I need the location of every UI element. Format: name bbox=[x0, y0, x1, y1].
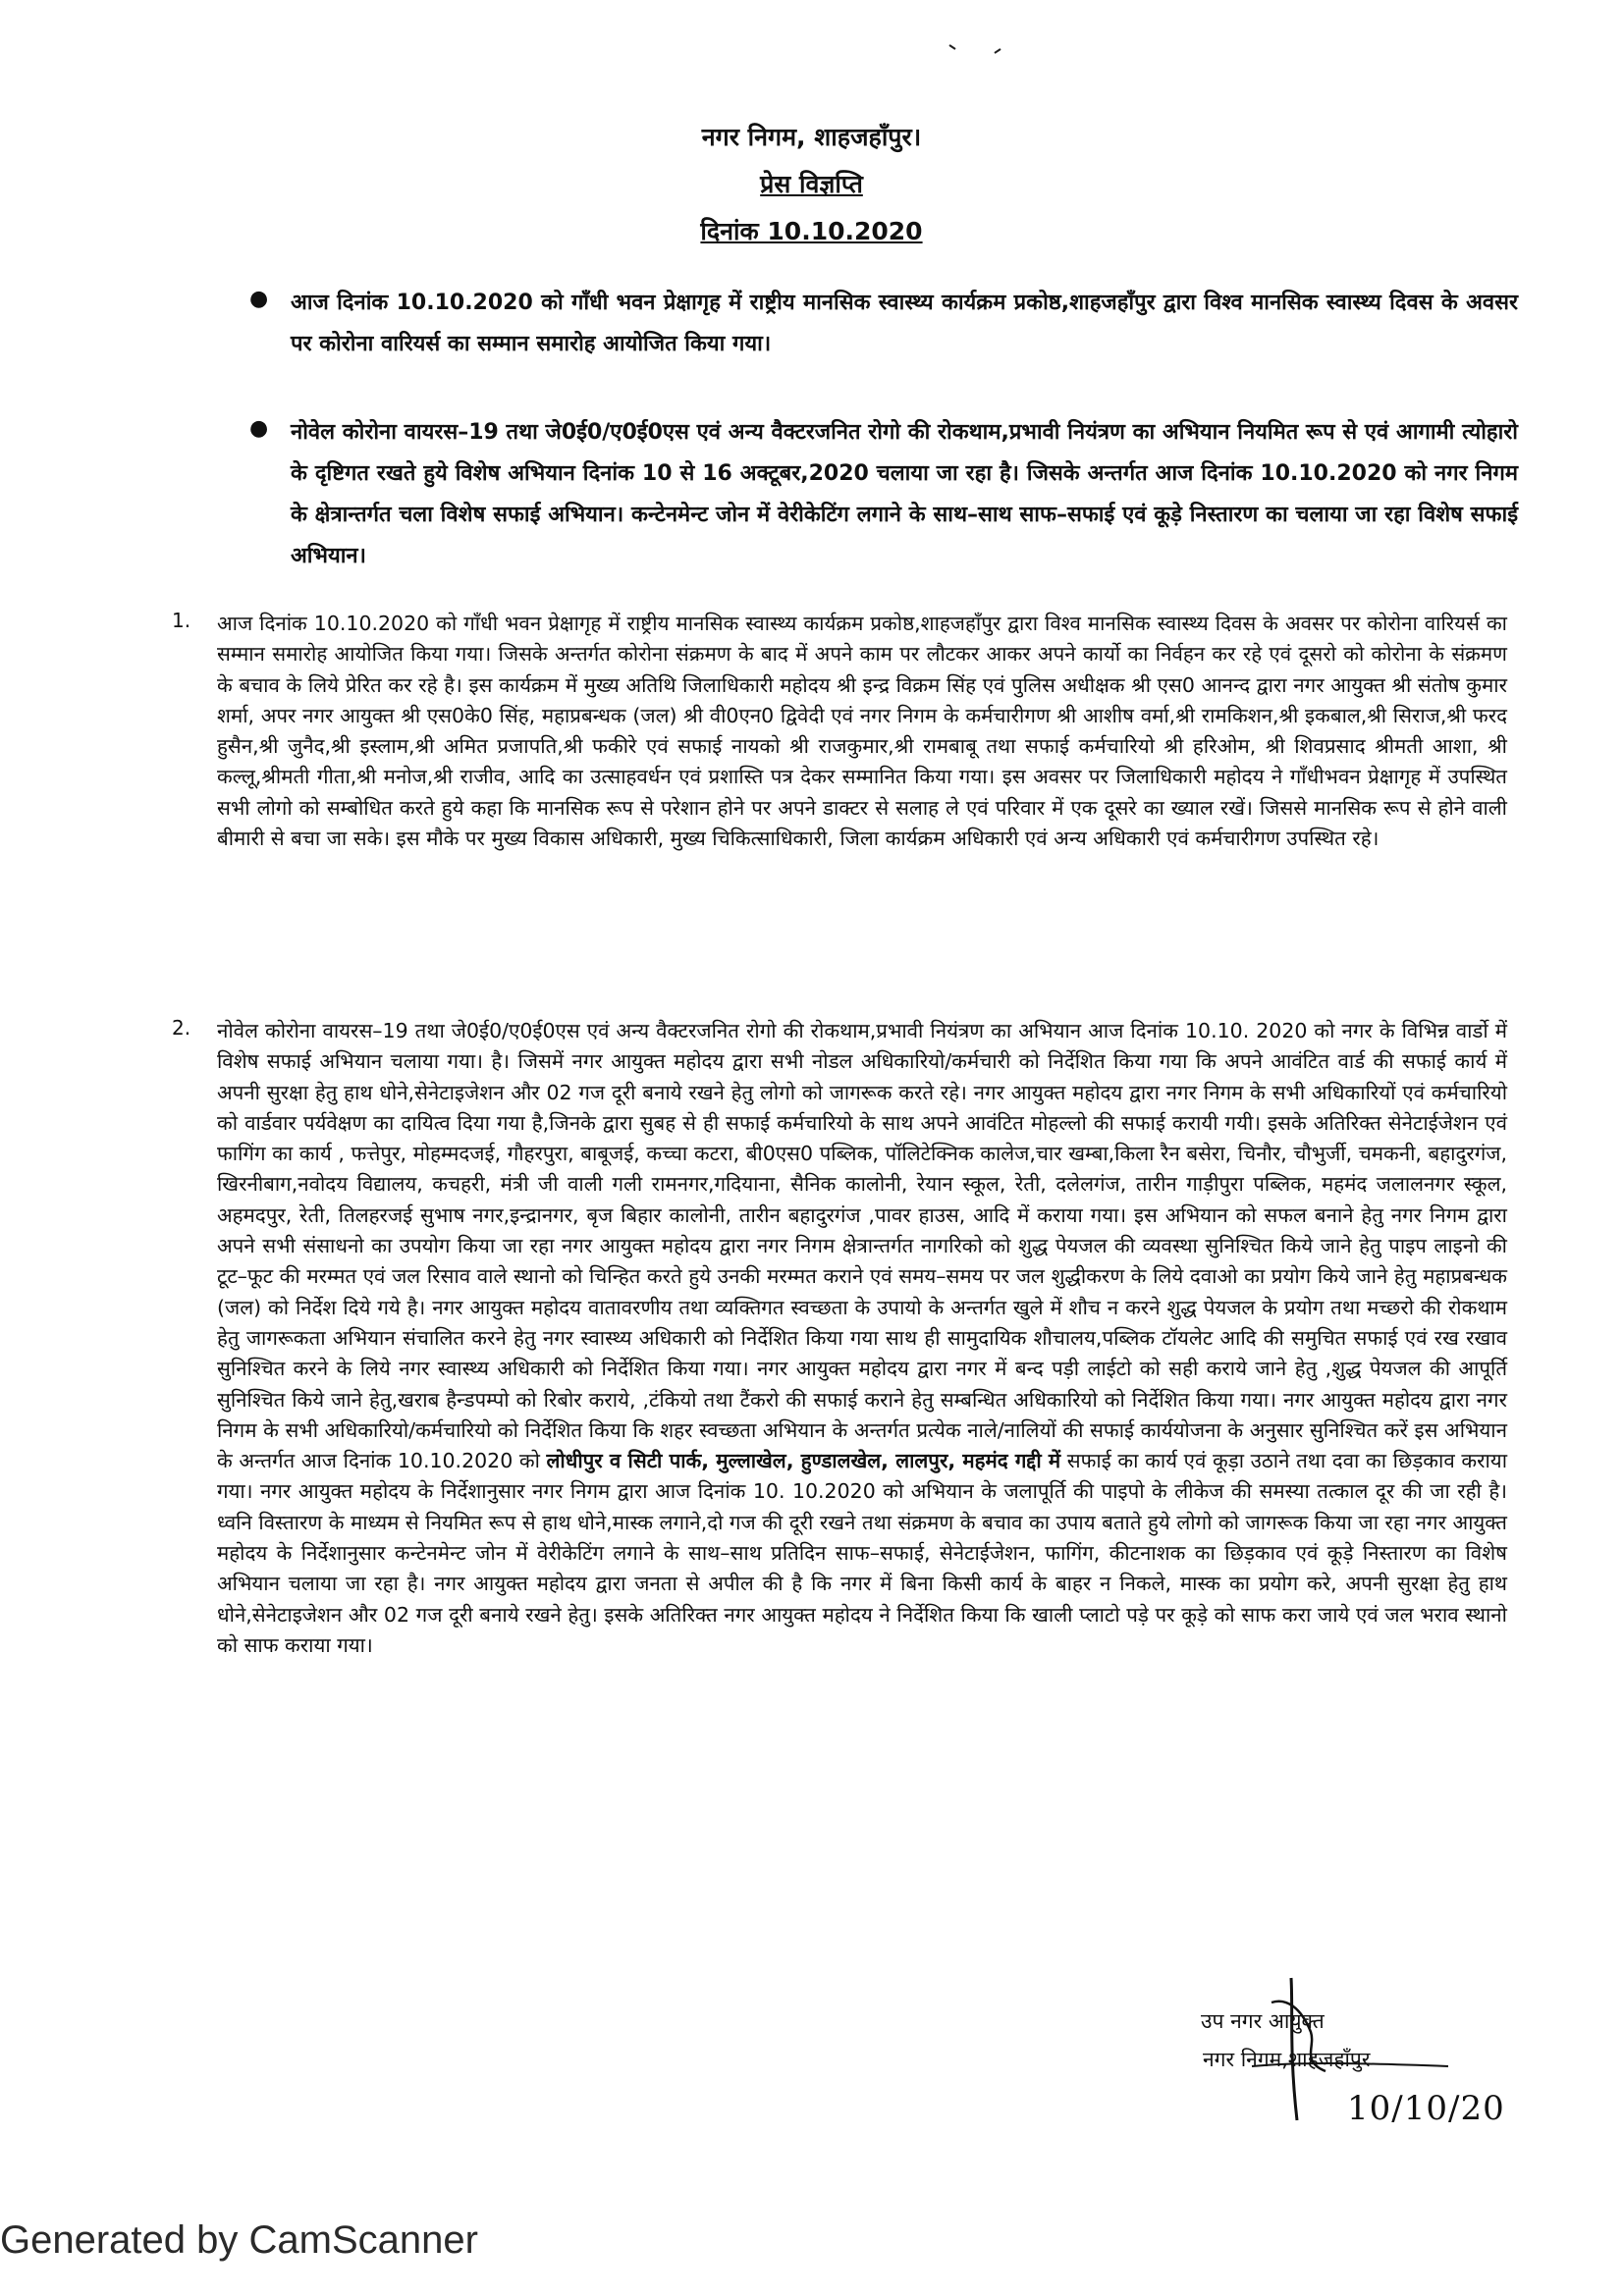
paragraph-text-part: सफाई का कार्य एवं कूड़ा उठाने तथा दवा का छिड़काव कराया गया। नगर आयुक्त महोदय के निर्देशानुसार नगर निगम द्वारा आज दिनांक 10. 10.2020 को अभियान के जलापूर्ति की पाइपो के लीकेज की समस्या तत्काल दूर की जा रही है। ध्वनि विस्तारण के माध्यम से नियमित रूप से हाथ धोने,मास्क लगाने,दो गज की दूरी रखने तथा संक्रमण के बचाव का उपाय बताते हुये लोगो को जागरूक किया जा रहा नगर आयुक्त महोदय के निर्देशानुसार कन्टेनमेन्ट जोन में वेरीकेटिंग लगाने के साथ–साथ प्रतिदिन साफ–सफाई, सेनेटाईजेशन, फागिंग, कीटनाशक का छिड़काव एवं कूड़े निस्तारण का विशेष अभियान चलाया जा रहा है। नगर आयुक्त महोदय द्वारा जनता से अपील की है कि नगर में बिना किसी कार्य के बाहर न निकले, मास्क का प्रयोग करे, अपनी सुरक्षा हेतु हाथ धोने,सेनेटाइजेशन और 02 गज दूरी बनाये रखने हेतु। इसके अतिरिक्त नगर आयुक्त महोदय ने निर्देशित किया कि खाली प्लाटो पड़े पर कूड़े को साफ करा जाये एवं जल भराव स्थानो को साफ कराया गया। bbox=[217, 1449, 1507, 1657]
paragraph-text bbox=[217, 1016, 1507, 1661]
bullet-text: नोवेल कोरोना वायरस–19 तथा जे0ई0/ए0ई0एस एवं अन्य वैक्टरजनित रोगो की रोकथाम,प्रभावी नियंत्रण का अभियान नियमित रूप से एवं आगामी त्योहारो के दृष्टिगत रखते हुये विशेष अभियान दिनांक 10 से 16 अक्टूबर,2020 चलाया जा रहा है। जिसके अन्तर्गत आज दिनांक 10.10.2020 को नगर निगम के क्षेत्रान्तर्गत चला विशेष सफाई अभियान। कन्टेनमेन्ट जोन में वेरीकेटिंग लगाने के साथ–साथ साफ–सफाई एवं कूड़े निस्तारण का चलाया जा रहा विशेष सफाई अभियान। bbox=[291, 420, 1518, 568]
bullet-icon: ● bbox=[249, 287, 269, 311]
paragraph-number: 2. bbox=[172, 1016, 191, 1040]
page-title: नगर निगम, शाहजहाँपुर। bbox=[701, 123, 922, 151]
bullet-item bbox=[242, 283, 1518, 365]
scanner-watermark: Generated by CamScanner bbox=[0, 2218, 478, 2262]
bullet-text: आज दिनांक 10.10.2020 को गाँधी भवन प्रेक्षागृह में राष्ट्रीय मानसिक स्वास्थ्य कार्यक्रम प्रकोष्ठ,शाहजहाँपुर द्वारा विश्व मानसिक स्वास्थ्य दिवस के अवसर पर कोरोना वारियर्स का सम्मान समारोह आयोजित किया गया। bbox=[291, 291, 1518, 356]
signatory-designation: उप नगर आयुक्त bbox=[1201, 2009, 1325, 2033]
paragraph-text: आज दिनांक 10.10.2020 को गाँधी भवन प्रेक्षागृह में राष्ट्रीय मानसिक स्वास्थ्य कार्यक्रम प्रकोष्ठ,शाहजहाँपुर द्वारा विश्व मानसिक स्वास्थ्य दिवस के अवसर पर कोरोना वारियर्स का सम्मान समारोह आयोजित किया गया। जिसके अन्तर्गत कोरोना संक्रमण के बाद में अपने काम पर लौटकर आकर अपने कार्यो का निर्वहन कर रहे एवं दूसरो को कोरोना के संक्रमण के बचाव के लिये प्रेरित कर रहे है। इस कार्यक्रम में मुख्य अतिथि जिलाधिकारी महोदय श्री इन्द्र विक्रम सिंह एवं पुलिस अधीक्षक श्री एस0 आनन्द द्वारा नगर आयुक्त श्री संतोष कुमार शर्मा, अपर नगर आयुक्त श्री एस0के0 सिंह, महाप्रबन्धक (जल) श्री वी0एन0 द्विवेदी एवं नगर निगम के कर्मचारीगण श्री आशीष वर्मा,श्री रामकिशन,श्री इकबाल,श्री सिराज,श्री फरद हुसैन,श्री जुनैद,श्री इस्लाम,श्री अमित प्रजापति,श्री फकीरे एवं सफाई नायको श्री राजकुमार,श्री रामबाबू तथा सफाई कर्मचारियो श्री हरिओम, श्री शिवप्रसाद श्रीमती आशा, श्री कल्लू,श्रीमती गीता,श्री मनोज,श्री राजीव, आदि का उत्साहवर्धन एवं प्रशास्ति पत्र देकर सम्मानित किया गया। इस अवसर पर जिलाधिकारी महोदय ने गाँधीभवन प्रेक्षागृह में उपस्थित सभी लोगो को सम्बोधित करते हुये कहा कि मानसिक रूप से परेशान होने पर अपने डाक्टर से सलाह ले एवं परिवार में एक दूसरे का ख्याल रखें। जिससे मानसिक रूप से होने वाली बीमारी से बचा जा सके। इस मौके पर मुख्य विकास अधिकारी, मुख्य चिकित्साधिकारी, जिला कार्यक्रम अधिकारी एवं अन्य अधिकारी एवं कर्मचारीगण उपस्थित रहे। bbox=[217, 612, 1507, 851]
paragraph-text-part: नोवेल कोरोना वायरस–19 तथा जे0ई0/ए0ई0एस एवं अन्य वैक्टरजनित रोगो की रोकथाम,प्रभावी नियंत्रण का अभियान आज दिनांक 10.10. 2020 को नगर के विभिन्न वार्डो में विशेष सफाई अभियान चलाया गया। है। जिसमें नगर आयुक्त महोदय द्वारा सभी नोडल अधिकारियो/कर्मचारी को निर्देशित किया गया कि अपने आवंटित वार्ड की सफाई कार्य में अपनी सुरक्षा हेतु हाथ धोने,सेनेटाइजेशन और 02 गज दूरी बनाये रखने हेतु लोगो को जागरूक करते रहे। नगर आयुक्त महोदय द्वारा नगर निगम के सभी अधिकारियों एवं कर्मचारियो को वार्डवार पर्यवेक्षण का दायित्व दिया गया है,जिनके द्वारा सुबह से ही सफाई कर्मचारियो के साथ अपने आवंटित मोहल्लो की सफाई करायी गयी। इसके अतिरिक्त सेनेटाईजेशन एवं फागिंग का कार्य , फत्तेपुर, मोहम्मदजई, गौहरपुरा, बाबूजई, कच्चा कटरा, बी0एस0 पब्लिक, पॉलिटेक्निक कालेज,चार खम्बा,किला रैन बसेरा, चिनौर, चौभुर्जी, चमकनी, बहादुरगंज, खिरनीबाग,नवोदय विद्यालय, कचहरी, मंत्री जी वाली गली रामनगर,गदियाना, सैनिक कालोनी, रेयान स्कूल, रेती, दलेलगंज, तारीन गाड़ीपुरा पब्लिक, महमंद जलालनगर स्कूल, अहमदपुर, रेती, तिलहरजई सुभाष नगर,इन्द्रानगर, बृज बिहार कालोनी, तारीन बहादुरगंज ,पावर हाउस, आदि में कराया गया। इस अभियान को सफल बनाने हेतु नगर निगम द्वारा अपने सभी संसाधनो का उपयोग किया जा रहा नगर आयुक्त महोदय द्वारा नगर निगम क्षेत्रान्तर्गत नागरिको को शुद्ध पेयजल की व्यवस्था सुनिश्चित किये जाने हेतु पाइप लाइनो की टूट–फूट की मरम्मत एवं जल रिसाव वाले स्थानो को चिन्हित करते हुये उनकी मरम्मत कराने एवं समय–समय पर जल शुद्धीकरण के लिये दवाओ का प्रयोग किये जाने हेतु महाप्रबन्धक (जल) को निर्देश दिये गये है। नगर आयुक्त महोदय वातावरणीय तथा व्यक्तिगत स्वच्छता के उपायो के अन्तर्गत खुले में शौच न करने शुद्ध पेयजल के प्रयोग तथा मच्छरो की रोकथाम हेतु जागरूकता अभियान संचालित करने हेतु नगर स्वास्थ्य अधिकारी को निर्देशित किया गया साथ ही सामुदायिक शौचालय,पब्लिक टॉयलेट आदि की समुचित सफाई एवं रख रखाव सुनिश्चित करने के लिये नगर स्वास्थ्य अधिकारी को निर्देशित किया गया। नगर आयुक्त महोदय द्वारा नगर में बन्द पड़ी लाईटो को सही कराये जाने हेतु ,शुद्ध पेयजल की आपूर्ति सुनिश्चित किये जाने हेतु,खराब हैन्डपम्पो को रिबोर कराये, ,टंकियो तथा टैंकरो की सफाई कराने हेतु सम्बन्धित अधिकारियो को निर्देशित किया गया। नगर आयुक्त महोदय द्वारा नगर निगम के सभी अधिकारियो/कर्मचारियो को निर्देशित किया कि शहर स्वच्छता अभियान के अन्तर्गत प्रत्येक नाले/नालियों की सफाई कार्ययोजना के अनुसार सुनिश्चित करें इस अभियान के अन्तर्गत आज दिनांक 10.10.2020 को bbox=[217, 1019, 1507, 1473]
signature-date: 10/10/20 bbox=[1347, 2089, 1505, 2128]
page-subtitle: प्रेस विज्ञप्ति bbox=[760, 170, 863, 198]
bullet-item bbox=[242, 412, 1518, 577]
paragraph-number: 1. bbox=[172, 609, 191, 632]
numbered-paragraph bbox=[172, 1016, 1507, 1661]
numbered-paragraph bbox=[172, 609, 1507, 854]
scan-marks bbox=[947, 39, 1026, 69]
bullet-icon: ● bbox=[249, 416, 269, 441]
paragraph-bold-locations: लोधीपुर व सिटी पार्क, मुल्लाखेल, हुण्डालखेल, लालपुर, महमंद गद्दी में bbox=[546, 1449, 1061, 1473]
signatory-office: नगर निगम,शाहजहाँपुर bbox=[1203, 2048, 1371, 2071]
page-date: दिनांक 10.10.2020 bbox=[700, 217, 923, 245]
